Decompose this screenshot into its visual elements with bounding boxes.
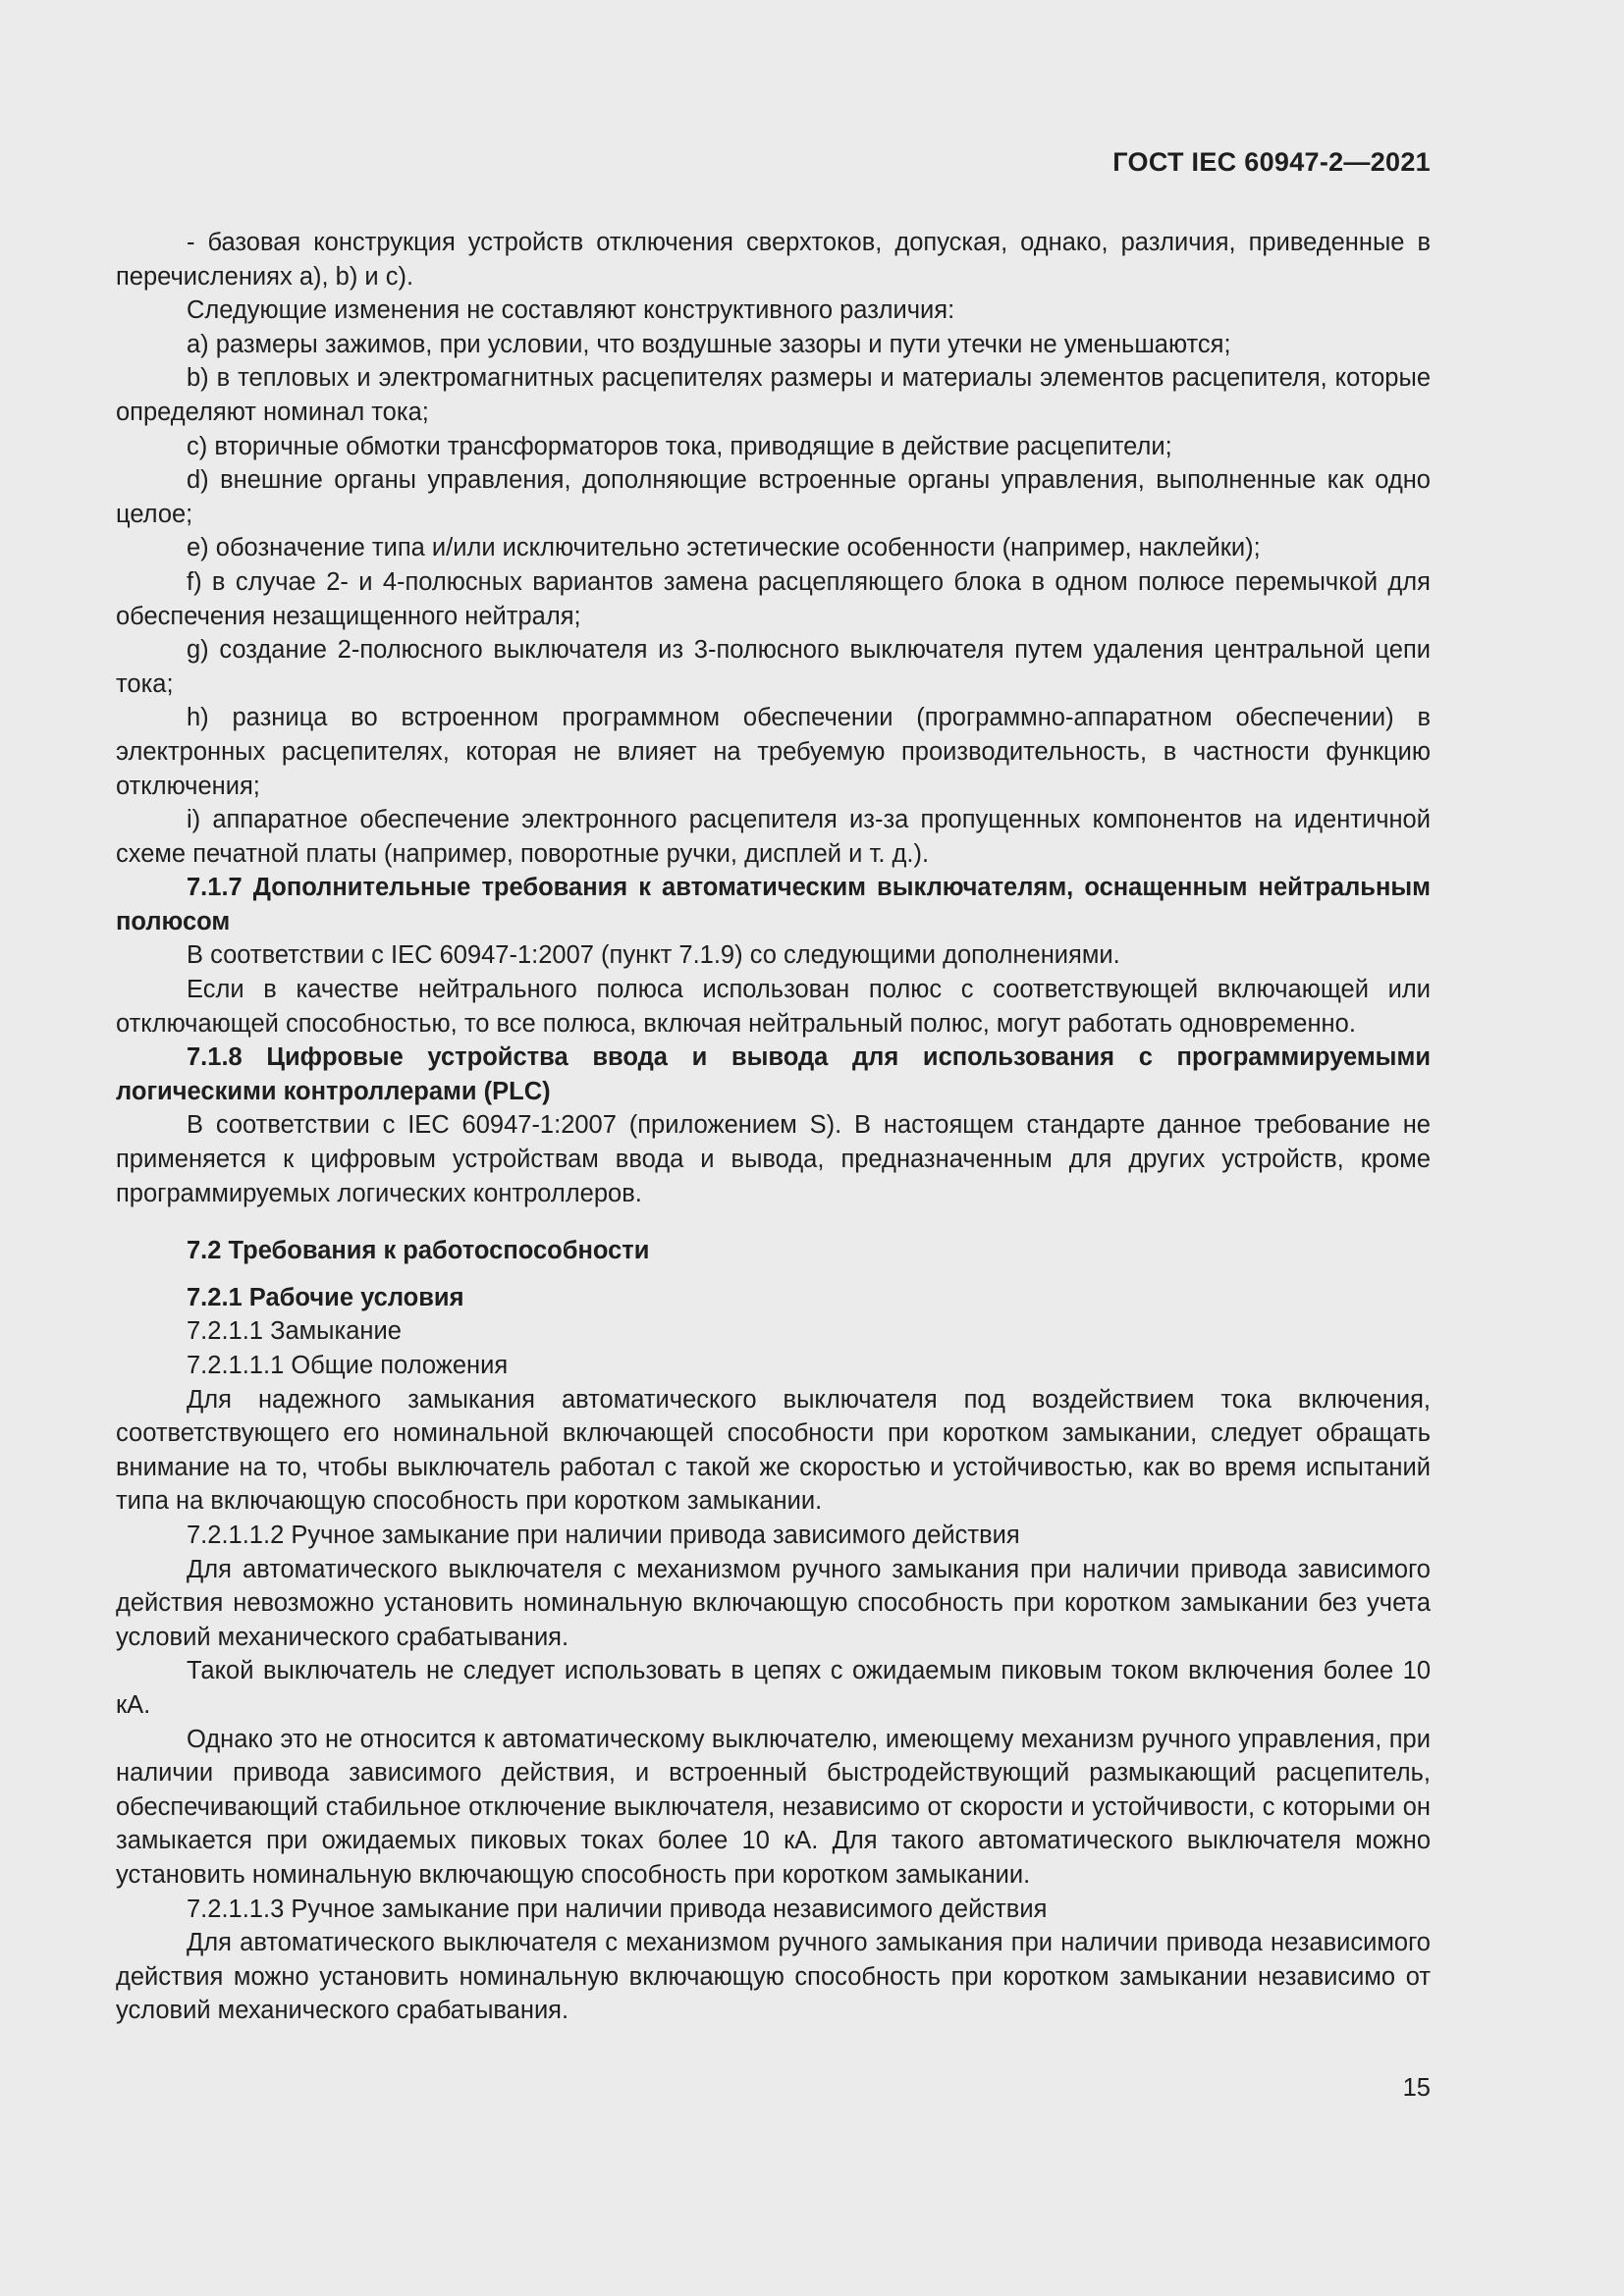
paragraph-7-1-8-reference: В соответствии с IEC 60947-1:2007 (приложением S). В настоящем стандарте данное требование не применяется к цифровым устройствам ввода и вывода, предназначенным для других устройств, кроме программируемых логических контроллеров. [116, 1111, 1431, 1207]
page-number: 15 [1402, 2074, 1431, 2102]
list-item-c: c) вторичные обмотки трансформаторов тока, приводящие в действие расцепители; [187, 432, 1172, 460]
document-header-id: ГОСТ IEC 60947-2—2021 [1112, 147, 1431, 177]
section-heading-7-1-7: 7.1.7 Дополнительные требования к автоматическим выключателям, оснащенным нейтральным полюсом [116, 874, 1431, 935]
list-item-b: b) в тепловых и электромагнитных расцепителях размеры и материалы элементов расцепителя, которые определяют номинал тока; [116, 364, 1431, 426]
list-item-e: e) обозначение типа и/или исключительно эстетические особенности (например, наклейки); [187, 534, 1261, 562]
section-heading-7-2-1: 7.2.1 Рабочие условия [187, 1283, 464, 1311]
list-item-g: g) создание 2-полюсного выключателя из 3-полюсного выключателя путем удаления центральной цепи тока; [116, 636, 1431, 698]
paragraph-base-design: - базовая конструкция устройств отключения сверхтоков, допуская, однако, различия, приведенные в перечислениях а), b) и c). [116, 229, 1431, 291]
section-heading-7-2-1-1-1: 7.2.1.1.1 Общие положения [187, 1352, 509, 1379]
paragraph-7-1-7-neutral: Если в качестве нейтрального полюса использован полюс с соответствующей включающей или отключающей способностью, то все полюса, включая нейтральный полюс, могут работать одновременно. [116, 976, 1431, 1038]
paragraph-independent-drive: Для автоматического выключателя с механизмом ручного замыкания при наличии привода независимого действия можно установить номинальную включающую способность при коротком замыкании независимо от условий механического срабатывания. [116, 1929, 1431, 2025]
paragraph-general-closing: Для надежного замыкания автоматического выключателя под воздействием тока включения, соответствующего его номинальной включающей способности при коротком замыкании, следует обращать внимание на то, чтобы выключатель работал с такой же скоростью и устойчивостью, как во время испытаний типа на включающую способность при коротком замыкании. [116, 1385, 1431, 1516]
paragraph-dependent-drive: Для автоматического выключателя с механизмом ручного замыкания при наличии привода зависимого действия невозможно установить номинальную включающую способность при коротком замыкании без учета условий механического срабатывания. [116, 1555, 1431, 1651]
section-heading-7-2-1-1-3: 7.2.1.1.3 Ручное замыкание при наличии привода независимого действия [187, 1895, 1048, 1923]
paragraph-peak-current-limit: Такой выключатель не следует использовать в цепях с ожидаемым пиковым током включения более 10 кА. [116, 1657, 1431, 1719]
list-item-f: f) в случае 2- и 4-полюсных вариантов замена расцепляющего блока в одном полюсе перемычкой для обеспечения незащищенного нейтраля; [116, 567, 1431, 630]
list-item-i: i) аппаратное обеспечение электронного расцепителя из-за пропущенных компонентов на идентичной схеме печатной платы (например, поворотные ручки, дисплей и т. д.). [116, 806, 1431, 868]
paragraph-exception: Однако это не относится к автоматическому выключателю, имеющему механизм ручного управления, при наличии привода зависимого действия, и встроенный быстродействующий размыкающий расцепитель, обеспечивающий стабильное отключение выключателя, независимо от скорости и устойчивости, с которыми он замыкается при ожидаемых пиковых токах более 10 кА. Для такого автоматического выключателя можно установить номинальную включающую способность при коротком замыкании. [116, 1725, 1431, 1889]
section-heading-7-2: 7.2 Требования к работоспособности [187, 1237, 650, 1265]
list-item-d: d) внешние органы управления, дополняющие встроенные органы управления, выполненные как одно целое; [116, 466, 1431, 528]
paragraph-changes-intro: Следующие изменения не составляют конструктивного различия: [187, 296, 955, 325]
document-body [116, 226, 1431, 2028]
list-item-a: a) размеры зажимов, при условии, что воздушные зазоры и пути утечки не уменьшаются; [187, 330, 1231, 358]
list-item-h: h) разница во встроенном программном обеспечении (программно-аппаратном обеспечении) в электронных расцепителях, которая не влияет на требуемую производительность, в частности функцию отключения; [116, 704, 1431, 800]
paragraph-7-1-7-reference: В соответствии с IEC 60947-1:2007 (пункт 7.1.9) со следующими дополнениями. [187, 941, 1120, 970]
section-heading-7-2-1-1-2: 7.2.1.1.2 Ручное замыкание при наличии привода зависимого действия [187, 1521, 1020, 1549]
section-heading-7-1-8: 7.1.8 Цифровые устройства ввода и вывода для использования с программируемыми логическими контроллерами (PLC) [116, 1043, 1431, 1105]
section-heading-7-2-1-1: 7.2.1.1 Замыкание [187, 1317, 402, 1346]
